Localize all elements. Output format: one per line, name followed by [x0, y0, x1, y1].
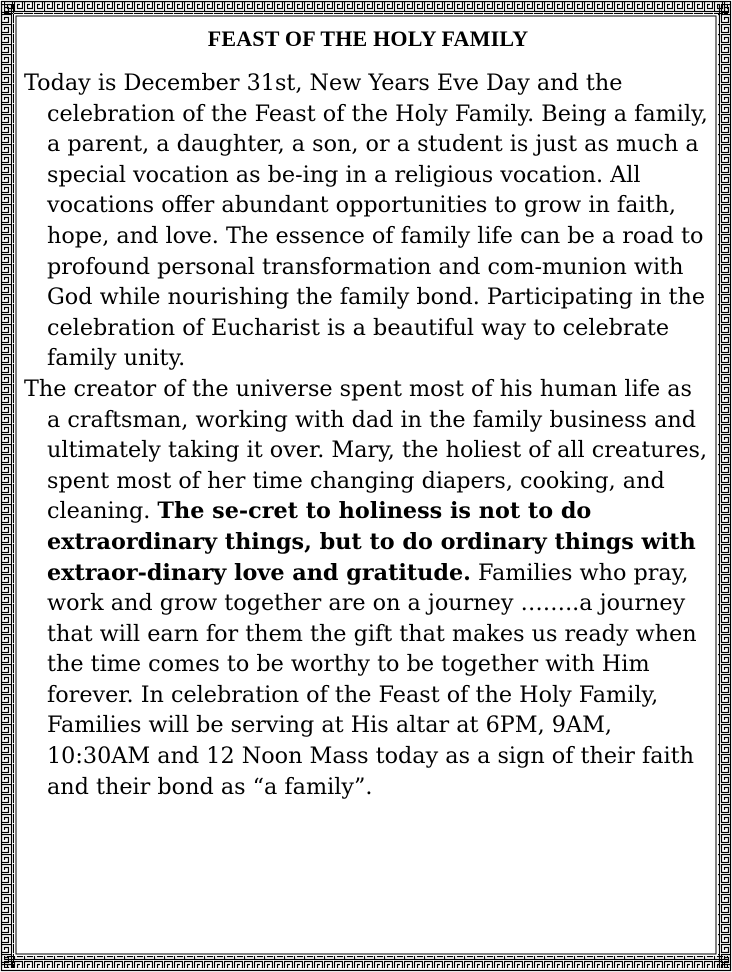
page-title: FEAST OF THE HOLY FAMILY	[207, 26, 529, 51]
paragraph-2	[24, 374, 712, 802]
paragraph-2-emphasis: The se-cret to holiness is not to do extraordinary things, but to do ordinary things with extraor-dinary love and gratitude.	[47, 498, 696, 586]
paragraph-1: Today is December 31st, New Years Eve Day and the celebration of the Feast of the Holy Family. Being a family, a parent, a daughter, a son, or a student is just as much a special vocation as be-ing in a religious vocation. All vocations offer abundant opportunities to grow in faith, hope, and love. The essence of family life can be a road to profound personal transformation and com-munion with God while nourishing the family bond. Participating in the celebration of Eucharist is a beautiful way to celebrate family unity.	[24, 70, 708, 372]
article	[24, 22, 712, 942]
paragraph-2-intro: The creator of the universe spent most of his human life as a craftsman, working with dad in the family business and ultimately taking it over. Mary, the holiest of all creatures, spent most of her time changing diapers, cooking, and cleaning.	[24, 375, 708, 525]
paragraph-2-rest: Families who pray, work and grow together are on a journey ……..a journey that will earn for them the gift that makes us ready when the time comes to be worthy to be together with Him forever. In celebration of the Feast of the Holy Family, Families will be serving at His altar at 6PM, 9AM, 10:30AM and 12 Noon Mass today as a sign of their faith and their bond as “a family”.	[47, 559, 697, 800]
